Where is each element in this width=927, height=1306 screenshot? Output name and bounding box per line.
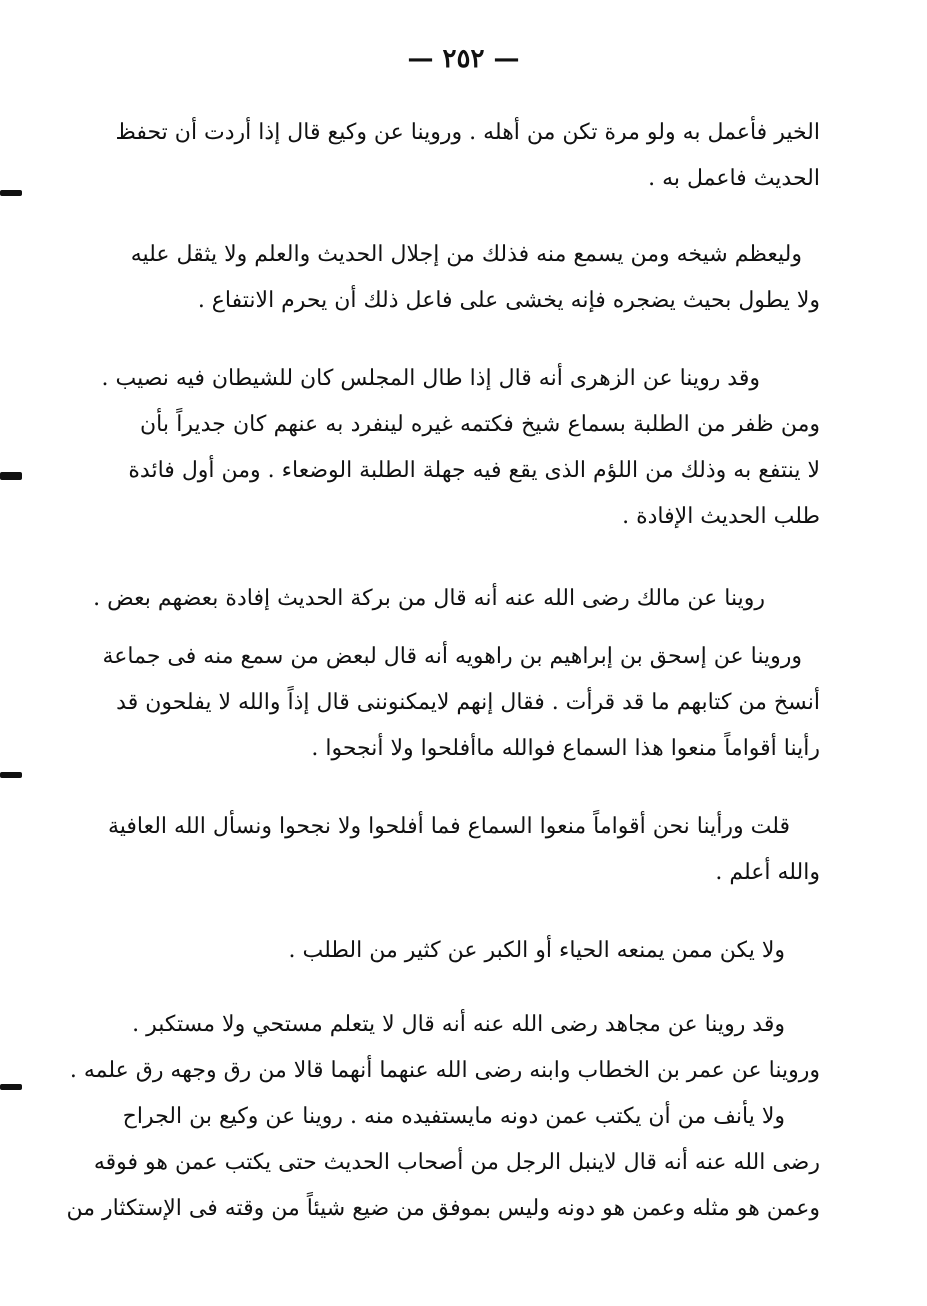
margin-mark (0, 190, 22, 196)
text-line: وقد روينا عن الزهرى أنه قال إذا طال المجلس كان للشيطان فيه نصيب . (101, 366, 760, 391)
text-line: طلب الحديث الإفادة . (622, 504, 820, 529)
paragraph (66, 1002, 820, 1232)
text-line: وروينا عن إسحق بن إبراهيم بن راهويه أنه قال لبعض من سمع منه فى جماعة (102, 644, 802, 669)
margin-mark (0, 772, 22, 778)
text-line: وليعظم شيخه ومن يسمع منه فذلك من إجلال الحديث والعلم ولا يثقل عليه (130, 242, 802, 267)
paragraph (107, 804, 820, 896)
text-line: الخير فأعمل به ولو مرة تكن من أهله . وروينا عن وكيع قال إذا أردت أن تحفظ (115, 120, 820, 145)
page-number: — ٢٥٢ — (407, 44, 520, 74)
text-line: ولا يأنف من أن يكتب عمن دونه مايستفيده منه . روينا عن وكيع بن الجراح (122, 1104, 785, 1129)
text-line: وروينا عن عمر بن الخطاب وابنه رضى الله عنهما أنهما قالا من رق وجهه رق علمه . (69, 1058, 820, 1083)
text-line: روينا عن مالك رضى الله عنه أنه قال من بركة الحديث إفادة بعضهم بعض . (93, 586, 765, 611)
text-line: رأينا أقواماً منعوا هذا السماع فوالله ماأفلحوا ولا أنجحوا . (311, 736, 820, 761)
margin-mark (0, 1084, 22, 1090)
text-line: قلت ورأينا نحن أقواماً منعوا السماع فما أفلحوا ولا نجحوا ونسأل الله العافية (107, 814, 790, 839)
text-line: ولا يكن ممن يمنعه الحياء أو الكبر عن كثير من الطلب . (288, 938, 785, 963)
paragraph (115, 110, 820, 202)
paragraph (130, 232, 820, 324)
text-line: ولا يطول بحيث يضجره فإنه يخشى على فاعل ذلك أن يحرم الانتفاع . (197, 288, 820, 313)
text-line: أنسخ من كتابهم ما قد قرأت . فقال إنهم لايمكنوننى قال إذاً والله لا يفلحون قد (116, 690, 820, 715)
paragraph (140, 928, 820, 974)
text-line: الحديث فاعمل به . (648, 166, 820, 191)
margin-mark (0, 472, 22, 480)
text-line: وقد روينا عن مجاهد رضى الله عنه أنه قال لا يتعلم مستحي ولا مستكبر . (132, 1012, 785, 1037)
text-line: ومن ظفر من الطلبة بسماع شيخ فكتمه غيره لينفرد به عنهم كان جديراً بأن (140, 412, 820, 437)
paragraph (101, 356, 820, 540)
text-line: رضى الله عنه أنه قال لاينبل الرجل من أصحاب الحديث حتى يكتب عمن هو فوقه (93, 1150, 820, 1175)
text-line: لا ينتفع به وذلك من اللؤم الذى يقع فيه جهلة الطلبة الوضعاء . ومن أول فائدة (128, 458, 820, 483)
paragraph (93, 576, 820, 622)
paragraph (102, 634, 820, 772)
text-line: والله أعلم . (715, 860, 820, 885)
text-line: وعمن هو مثله وعمن هو دونه وليس بموفق من ضيع شيئاً من وقته فى الإستكثار من (66, 1196, 820, 1221)
